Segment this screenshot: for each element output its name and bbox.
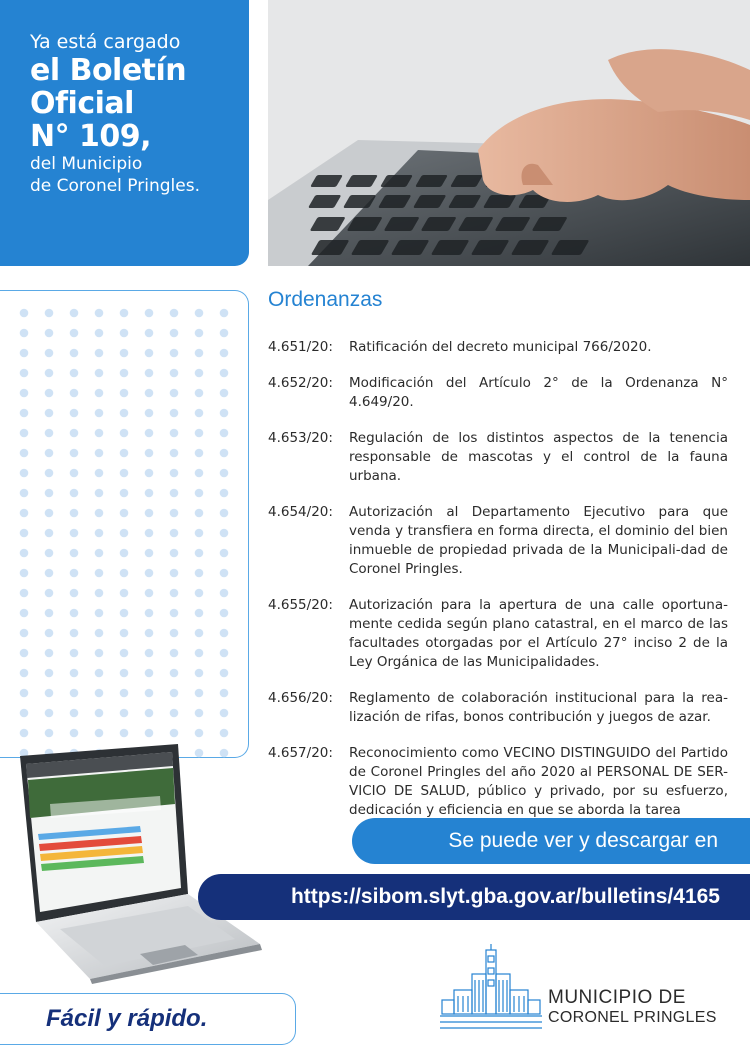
decorative-dot	[120, 449, 129, 458]
decorative-dot	[195, 429, 204, 438]
decorative-dot	[120, 609, 129, 618]
laptop-illustration	[10, 744, 265, 988]
decorative-dot	[70, 609, 79, 618]
decorative-dot	[195, 649, 204, 658]
decorative-dot	[70, 429, 79, 438]
decorative-dot	[95, 409, 104, 418]
decorative-dot	[195, 389, 204, 398]
decorative-dot	[70, 509, 79, 518]
ordinance-description: Autorización al Departamento Ejecutivo para que venda y transfiera en forma directa, el dominio del bien inmueble de propiedad privada de la Municipali-dad de Coronel Pringles.	[349, 504, 728, 577]
decorative-dot	[170, 569, 179, 578]
decorative-dot	[20, 629, 29, 638]
decorative-dot	[170, 509, 179, 518]
decorative-dot	[170, 549, 179, 558]
decorative-dot	[20, 609, 29, 618]
decorative-dot	[20, 689, 29, 698]
decorative-dot	[145, 629, 154, 638]
ordinance-list	[268, 338, 728, 837]
decorative-dot	[45, 509, 54, 518]
decorative-dot	[195, 369, 204, 378]
decorative-dot	[95, 509, 104, 518]
decorative-dot	[195, 489, 204, 498]
decorative-dot	[145, 609, 154, 618]
decorative-dot	[70, 409, 79, 418]
decorative-dot	[95, 309, 104, 318]
decorative-dot	[170, 689, 179, 698]
decorative-dot	[145, 469, 154, 478]
decorative-dot	[220, 489, 229, 498]
decorative-dot	[20, 569, 29, 578]
decorative-dot	[70, 529, 79, 538]
decorative-dot	[195, 409, 204, 418]
decorative-dot	[170, 369, 179, 378]
decorative-dot	[45, 589, 54, 598]
headline-line-2: el Boletín	[30, 53, 187, 88]
municipality-building-icon	[440, 944, 542, 1038]
decorative-dot	[145, 549, 154, 558]
decorative-dot	[120, 529, 129, 538]
decorative-dot	[20, 529, 29, 538]
decorative-dot	[20, 649, 29, 658]
decorative-dot	[170, 469, 179, 478]
headline-box	[0, 0, 249, 266]
decorative-dot	[95, 549, 104, 558]
decorative-dot	[145, 329, 154, 338]
decorative-dot	[220, 469, 229, 478]
decorative-dot	[220, 309, 229, 318]
ordinance-item	[268, 689, 728, 727]
decorative-dot	[95, 449, 104, 458]
ordinance-number: 4.655/20:	[268, 597, 333, 613]
decorative-dot	[45, 409, 54, 418]
decorative-dot	[45, 669, 54, 678]
decorative-dot	[145, 489, 154, 498]
url-banner[interactable]	[198, 874, 750, 920]
headline-line-4: N° 109,	[30, 119, 152, 154]
decorative-dot	[45, 629, 54, 638]
decorative-dot	[20, 329, 29, 338]
ordinance-item	[268, 596, 728, 672]
decorative-dot	[170, 709, 179, 718]
decorative-dot	[70, 569, 79, 578]
decorative-dot	[120, 689, 129, 698]
decorative-dot	[145, 729, 154, 738]
decorative-dot	[45, 649, 54, 658]
decorative-dot	[95, 429, 104, 438]
decorative-dot	[20, 349, 29, 358]
decorative-dot	[20, 409, 29, 418]
decorative-dot	[120, 389, 129, 398]
ordinance-number: 4.654/20:	[268, 504, 333, 520]
decorative-dot	[20, 469, 29, 478]
decorative-dot	[20, 489, 29, 498]
ordinance-description: Autorización para la apertura de una calle oportuna-mente cedida según plano catastral, en el marco de las facultades otorgadas por el Artículo 27° inciso 2 de la Ley Orgánica de las Municipalidades.	[349, 597, 728, 670]
ordinance-description: Regulación de los distintos aspectos de la tenencia responsable de mascotas y el control de la fauna urbana.	[349, 430, 728, 484]
decorative-dot	[120, 329, 129, 338]
decorative-dot	[195, 669, 204, 678]
decorative-dot	[95, 349, 104, 358]
decorative-dot	[145, 349, 154, 358]
decorative-dot	[220, 729, 229, 738]
decorative-dot	[145, 509, 154, 518]
decorative-dot	[120, 509, 129, 518]
decorative-dot	[70, 309, 79, 318]
decorative-dot	[95, 649, 104, 658]
decorative-dot	[120, 669, 129, 678]
decorative-dot	[20, 669, 29, 678]
decorative-dot	[70, 329, 79, 338]
decorative-dot	[45, 469, 54, 478]
decorative-dot	[70, 689, 79, 698]
decorative-dot	[195, 329, 204, 338]
decorative-dot	[45, 569, 54, 578]
decorative-dot	[70, 649, 79, 658]
decorative-dot	[95, 729, 104, 738]
decorative-dot	[20, 709, 29, 718]
decorative-dot	[145, 409, 154, 418]
decorative-dot	[95, 489, 104, 498]
decorative-dot	[170, 649, 179, 658]
decorative-dot	[170, 589, 179, 598]
keyboard-typing-photo	[268, 0, 750, 266]
ordinance-number: 4.652/20:	[268, 375, 333, 391]
headline-line-1: Ya está cargado	[30, 31, 181, 53]
decorative-dot	[145, 709, 154, 718]
decorative-dot	[170, 729, 179, 738]
decorative-dot	[70, 549, 79, 558]
decorative-dot	[195, 609, 204, 618]
decorative-dot	[195, 589, 204, 598]
decorative-dot	[120, 569, 129, 578]
decorative-dot	[120, 709, 129, 718]
decorative-dot	[120, 589, 129, 598]
decorative-dot	[20, 369, 29, 378]
decorative-dot	[95, 689, 104, 698]
decorative-dot	[45, 329, 54, 338]
decorative-dot	[120, 349, 129, 358]
decorative-dot	[95, 709, 104, 718]
decorative-dot	[120, 649, 129, 658]
headline-line-5: del Municipio	[30, 154, 143, 174]
decorative-dot	[120, 429, 129, 438]
decorative-dot	[95, 569, 104, 578]
ordinance-description: Modificación del Artículo 2° de la Ordenanza N° 4.649/20.	[349, 375, 728, 410]
slogan: Fácil y rápido.	[46, 1005, 208, 1032]
decorative-dot	[45, 549, 54, 558]
municipality-logo-text	[548, 988, 717, 1028]
decorative-dot	[20, 549, 29, 558]
ordinance-number: 4.651/20:	[268, 339, 333, 355]
decorative-dot	[45, 349, 54, 358]
decorative-dot	[45, 489, 54, 498]
ordinance-number: 4.656/20:	[268, 690, 333, 706]
decorative-dot	[70, 729, 79, 738]
decorative-dot	[170, 429, 179, 438]
slogan-box	[0, 993, 296, 1045]
decorative-dot	[195, 629, 204, 638]
decorative-dot	[20, 429, 29, 438]
ordinance-item	[268, 503, 728, 579]
decorative-dot	[45, 729, 54, 738]
decorative-dot	[45, 389, 54, 398]
decorative-dot	[95, 329, 104, 338]
headline-line-3: Oficial	[30, 86, 134, 121]
decorative-dot	[220, 689, 229, 698]
decorative-dot	[145, 449, 154, 458]
decorative-dot	[220, 509, 229, 518]
decorative-dot	[220, 629, 229, 638]
decorative-dot	[170, 329, 179, 338]
ordinance-item	[268, 429, 728, 486]
logo-line-2: CORONEL PRINGLES	[548, 1009, 717, 1026]
decorative-dot	[220, 589, 229, 598]
decorative-dot	[70, 709, 79, 718]
decorative-dot	[45, 369, 54, 378]
decorative-dot	[220, 429, 229, 438]
decorative-dot	[20, 509, 29, 518]
ordinance-description: Reconocimiento como VECINO DISTINGUIDO del Partido de Coronel Pringles del año 2020 al PERSONAL DE SER-VICIO DE SALUD, público y privado, por su esfuerzo, dedicación y eficiencia en que se aborda la tarea	[349, 745, 728, 818]
decorative-dot	[45, 709, 54, 718]
decorative-dot	[195, 549, 204, 558]
decorative-dot	[170, 629, 179, 638]
decorative-dot	[170, 669, 179, 678]
decorative-dot	[220, 529, 229, 538]
decorative-dot	[220, 349, 229, 358]
decorative-dot	[145, 689, 154, 698]
ordinance-item	[268, 374, 728, 412]
decorative-dot	[95, 389, 104, 398]
decorative-dot	[145, 589, 154, 598]
decorative-dot	[195, 529, 204, 538]
decorative-dot	[45, 449, 54, 458]
download-banner	[352, 818, 750, 864]
decorative-dot	[95, 669, 104, 678]
decorative-dot	[95, 369, 104, 378]
decorative-dot	[120, 469, 129, 478]
decorative-dot	[95, 469, 104, 478]
decorative-dot	[70, 489, 79, 498]
decorative-dot	[70, 389, 79, 398]
decorative-dot	[220, 549, 229, 558]
decorative-dot	[195, 709, 204, 718]
decorative-dot	[20, 589, 29, 598]
ordinance-item	[268, 744, 728, 820]
decorative-dot	[145, 569, 154, 578]
decorative-dot	[70, 629, 79, 638]
decorative-dot	[195, 309, 204, 318]
decorative-dot	[70, 349, 79, 358]
decorative-dot	[45, 609, 54, 618]
logo-line-1: MUNICIPIO DE	[548, 987, 686, 1008]
decorative-dot	[195, 569, 204, 578]
decorative-dot	[145, 669, 154, 678]
decorative-dot	[20, 389, 29, 398]
decorative-dot	[220, 409, 229, 418]
decorative-dot	[170, 529, 179, 538]
decorative-dot	[195, 689, 204, 698]
decorative-dot	[145, 649, 154, 658]
decorative-dot	[220, 709, 229, 718]
decorative-dot	[20, 449, 29, 458]
decorative-dot	[170, 449, 179, 458]
decorative-dot	[45, 309, 54, 318]
decorative-dot	[170, 389, 179, 398]
decorative-dot	[95, 629, 104, 638]
decorative-dot	[95, 589, 104, 598]
bulletin-url-link[interactable]: https://sibom.slyt.gba.gov.ar/bulletins/4165	[290, 885, 720, 908]
decorative-dot	[220, 389, 229, 398]
decorative-dot	[70, 369, 79, 378]
decorative-dot	[170, 409, 179, 418]
decorative-dot	[45, 689, 54, 698]
decorative-dot	[120, 729, 129, 738]
decorative-dot	[120, 309, 129, 318]
decorative-dot	[70, 669, 79, 678]
decorative-dot	[20, 309, 29, 318]
decorative-dot	[220, 669, 229, 678]
section-title: Ordenanzas	[268, 288, 383, 311]
decorative-dot	[170, 349, 179, 358]
decorative-dot	[145, 389, 154, 398]
decorative-dot	[95, 529, 104, 538]
ordinance-description: Ratificación del decreto municipal 766/2020.	[349, 339, 652, 355]
decorative-dot	[45, 529, 54, 538]
decorative-dot	[170, 489, 179, 498]
decorative-dot	[195, 469, 204, 478]
decorative-dot	[220, 449, 229, 458]
download-text: Se puede ver y descargar en	[448, 829, 718, 852]
decorative-dot	[95, 609, 104, 618]
dotted-decoration-panel	[0, 290, 249, 758]
decorative-dot	[145, 429, 154, 438]
decorative-dot	[145, 309, 154, 318]
decorative-dot	[145, 369, 154, 378]
ordinance-item	[268, 338, 728, 357]
decorative-dot	[20, 729, 29, 738]
decorative-dot	[120, 489, 129, 498]
decorative-dot	[120, 369, 129, 378]
decorative-dot	[195, 729, 204, 738]
ordinance-number: 4.657/20:	[268, 745, 333, 761]
decorative-dot	[70, 469, 79, 478]
ordinance-number: 4.653/20:	[268, 430, 333, 446]
decorative-dot	[70, 449, 79, 458]
decorative-dot	[220, 609, 229, 618]
decorative-dot	[220, 649, 229, 658]
decorative-dot	[220, 329, 229, 338]
decorative-dot	[195, 349, 204, 358]
decorative-dot	[170, 609, 179, 618]
decorative-dot	[145, 529, 154, 538]
decorative-dot	[120, 549, 129, 558]
headline-line-6: de Coronel Pringles.	[30, 176, 200, 196]
decorative-dot	[120, 629, 129, 638]
decorative-dot	[120, 409, 129, 418]
dot-pattern	[0, 291, 249, 759]
decorative-dot	[70, 589, 79, 598]
decorative-dot	[220, 369, 229, 378]
decorative-dot	[195, 509, 204, 518]
decorative-dot	[195, 449, 204, 458]
ordinance-description: Reglamento de colaboración institucional para la rea-lización de rifas, bonos contribución y juegos de azar.	[349, 690, 728, 725]
decorative-dot	[170, 309, 179, 318]
decorative-dot	[45, 429, 54, 438]
decorative-dot	[220, 569, 229, 578]
